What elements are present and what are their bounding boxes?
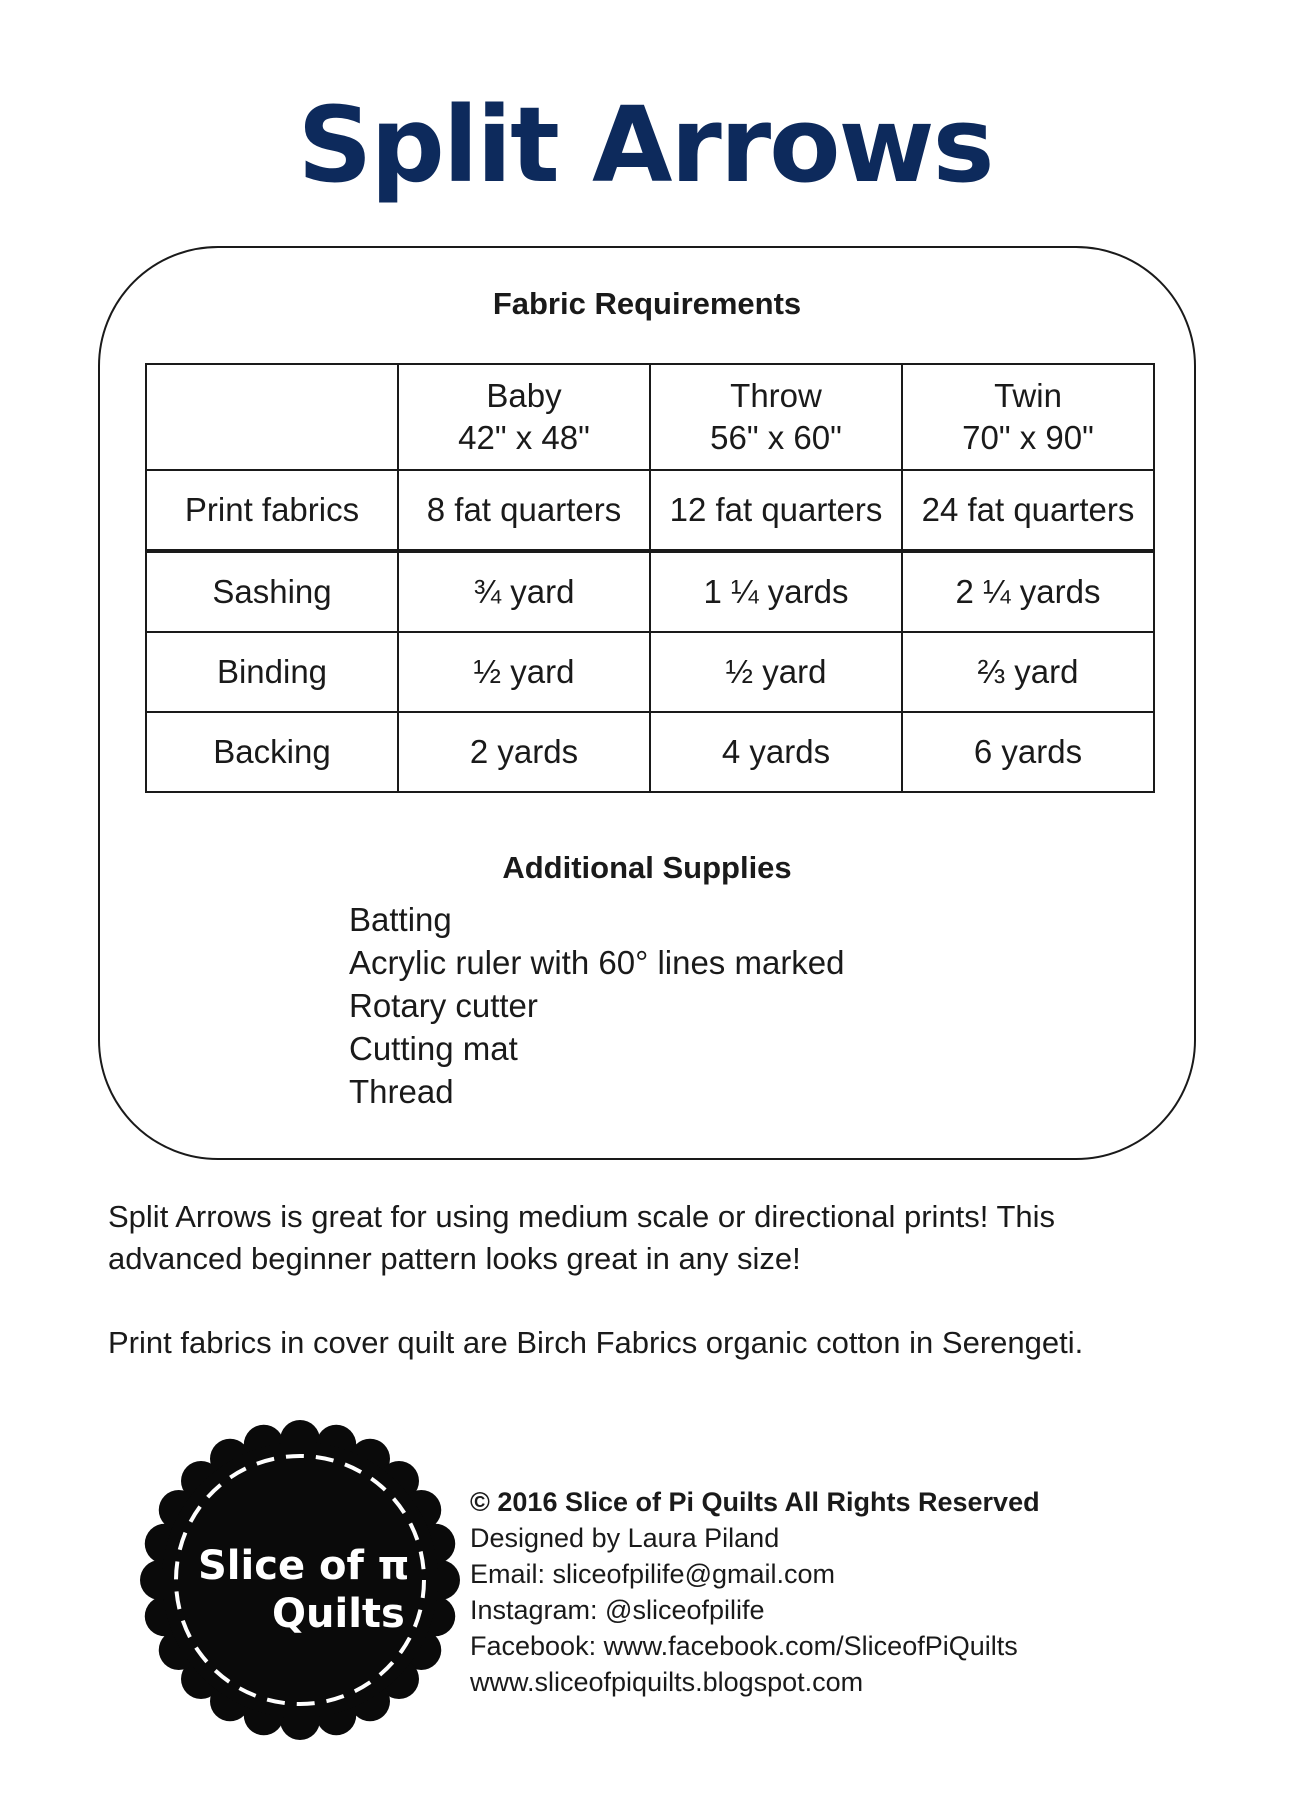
table-row (146, 470, 1154, 551)
size-column-header (650, 364, 902, 470)
logo-text-line2: Quilts (272, 1591, 405, 1637)
row-label: Print fabrics (146, 470, 398, 551)
row-label: Binding (146, 632, 398, 712)
size-dimensions: 56" x 60" (710, 419, 842, 456)
table-cell: ⅔ yard (902, 632, 1154, 712)
size-name: Baby (486, 377, 562, 414)
table-cell: 4 yards (650, 712, 902, 792)
page-title: Split Arrows (297, 84, 993, 206)
table-cell: 12 fat quarters (650, 470, 902, 551)
fabric-requirements-heading: Fabric Requirements (492, 286, 802, 321)
fabric-note-paragraph: Print fabrics in cover quilt are Birch Fabrics organic cotton in Serengeti. (108, 1325, 1084, 1360)
table-cell: ½ yard (650, 632, 902, 712)
table-cell: 6 yards (902, 712, 1154, 792)
table-cell: 8 fat quarters (398, 470, 650, 551)
copyright-line: © 2016 Slice of Pi Quilts All Rights Reserved (470, 1487, 1040, 1517)
table-row (146, 551, 1154, 632)
fabric-requirements-table (145, 363, 1155, 793)
table-header-row (146, 364, 1154, 470)
table-cell: ½ yard (398, 632, 650, 712)
brand-logo (140, 1420, 460, 1740)
row-label: Sashing (146, 551, 398, 632)
table-corner-cell (146, 364, 398, 470)
size-column-header (398, 364, 650, 470)
list-item: Thread (349, 1073, 454, 1110)
instagram-line: Instagram: @sliceofpilife (470, 1595, 765, 1625)
website-line: www.sliceofpiquilts.blogspot.com (470, 1667, 864, 1697)
size-column-header (902, 364, 1154, 470)
table-cell: ¾ yard (398, 551, 650, 632)
list-item: Cutting mat (349, 1030, 518, 1067)
email-line: Email: sliceofpilife@gmail.com (470, 1559, 836, 1589)
credits-block (470, 1484, 1040, 1700)
table-cell: 2 ¼ yards (902, 551, 1154, 632)
row-label: Backing (146, 712, 398, 792)
list-item: Batting (349, 901, 452, 938)
facebook-line: Facebook: www.facebook.com/SliceofPiQuilts (470, 1631, 1018, 1661)
table-cell: 2 yards (398, 712, 650, 792)
designer-line: Designed by Laura Piland (470, 1523, 780, 1553)
size-name: Throw (730, 377, 822, 414)
size-name: Twin (994, 377, 1062, 414)
size-dimensions: 42" x 48" (458, 419, 590, 456)
additional-supplies-heading: Additional Supplies (502, 850, 792, 885)
supplies-list (349, 898, 845, 1113)
list-item: Acrylic ruler with 60° lines marked (349, 944, 845, 981)
table-row (146, 712, 1154, 792)
table-cell: 1 ¼ yards (650, 551, 902, 632)
requirements-panel (98, 246, 1196, 1160)
table-row (146, 632, 1154, 712)
list-item: Rotary cutter (349, 987, 538, 1024)
description-paragraph: Split Arrows is great for using medium scale or directional prints! This advanced beginner pattern looks great in any size! (108, 1199, 1056, 1276)
table-cell: 24 fat quarters (902, 470, 1154, 551)
size-dimensions: 70" x 90" (962, 419, 1094, 456)
logo-text-line1: Slice of π (198, 1543, 410, 1589)
